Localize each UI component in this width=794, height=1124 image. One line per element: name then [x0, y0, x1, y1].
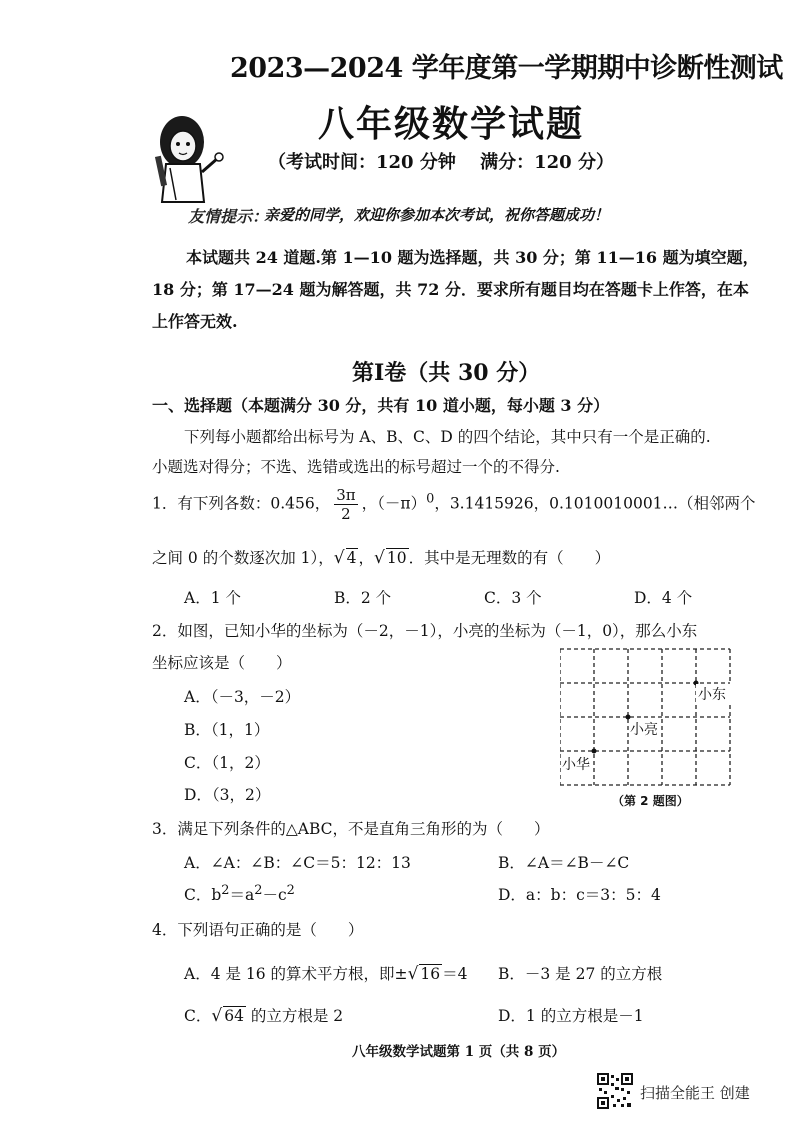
q1-mid: ，（－π） [361, 494, 427, 513]
q4-c-post: 的立方根是 2 [245, 1007, 344, 1025]
coordinate-grid [560, 647, 736, 809]
q3-option-a: A．∠A：∠B：∠C＝5：12：13 [184, 854, 411, 872]
q3-c-mid2: －c [262, 886, 287, 905]
exam-info: （考试时间：120 分钟 满分：120 分） [268, 152, 614, 173]
q1-option-b: B．2 个 [334, 589, 392, 607]
q3-c-sup2: 2 [254, 883, 263, 898]
q3-c-mid: ＝a [229, 886, 255, 905]
q4-c-radicand: 64 [224, 1007, 244, 1025]
q1-radicand-1: 4 [346, 549, 357, 567]
q1-line2a: 之间 0 的个数逐次加 1）， [152, 549, 334, 567]
label-xiaohua: 小华 [562, 757, 590, 773]
q4-option-c [184, 1004, 343, 1026]
point-xiaohua [592, 749, 597, 754]
q1-rest: ，3.1415926，0.1010010001…（相邻两个 [434, 494, 756, 513]
sqrt-icon: √ [374, 548, 385, 568]
q2-option-d: D．（3，2） [184, 786, 271, 804]
intro-line-3: 上作答无效. [152, 312, 238, 331]
exam-title: 2023—2024 学年度第一学期期中诊断性测试 [230, 53, 783, 84]
friendly-tip-label: 友情提示： [188, 207, 269, 226]
label-xiaodong: 小东 [698, 687, 726, 703]
scanner-watermark: 扫描全能王 创建 [640, 1084, 750, 1102]
q2-figure-caption: （第 2 题图） [612, 794, 689, 808]
question-4-stem: 4．下列语句正确的是（ ） [152, 921, 364, 939]
q4-option-a [184, 962, 468, 984]
q3-option-b: B．∠A＝∠B－∠C [498, 854, 630, 872]
q4-option-b: B．－3 是 27 的立方根 [498, 965, 663, 983]
q1-exponent: 0 [426, 491, 435, 507]
label-xiaoliang: 小亮 [630, 722, 658, 738]
question-2-line-1: 2．如图，已知小华的坐标为（－2，－1），小亮的坐标为（－1，0），那么小东 [152, 622, 698, 640]
intro-line-2: 18 分；第 17—24 题为解答题，共 72 分．要求所有题目均在答题卡上作答，在本 [152, 280, 749, 299]
question-3-stem: 3．满足下列条件的△ABC，不是直角三角形的为（ ） [152, 820, 550, 838]
q2-grid-figure [560, 647, 736, 813]
q1-option-d: D．4 个 [634, 589, 693, 607]
q1-option-c: C．3 个 [484, 589, 542, 607]
q1-prefix: 1．有下列各数：0.456， [152, 494, 331, 513]
q1-option-a: A．1 个 [184, 589, 241, 607]
sqrt-icon: √ [211, 1006, 223, 1026]
point-xiaoliang [626, 715, 631, 720]
section-title: 第Ⅰ卷（共 30 分） [352, 360, 541, 386]
q3-option-d: D．a：b：c＝3：5：4 [498, 886, 661, 904]
sqrt-icon: √ [407, 964, 419, 984]
q4-a-radicand: 16 [420, 965, 441, 983]
mascot-illustration [152, 112, 226, 206]
sqrt-icon: √ [333, 548, 345, 568]
intro-line-1: 本试题共 24 道题.第 1—10 题为选择题，共 30 分；第 11—16 题为填空题， [186, 248, 759, 267]
q1-sep: ， [358, 549, 374, 567]
paper-title: 八年级数学试题 [318, 103, 585, 145]
q3-c-sup1: 2 [221, 883, 230, 898]
q2-option-a: A．（－3，－2） [184, 688, 301, 706]
question-1-line-1 [152, 486, 756, 523]
q2-option-c: C．（1，2） [184, 754, 270, 772]
q4-a-post: ＝4 [442, 965, 468, 983]
q3-option-c [184, 883, 295, 905]
q1-frac-den: 2 [341, 505, 351, 523]
qr-code-icon [597, 1073, 633, 1109]
friendly-tip-text: 亲爱的同学，欢迎你参加本次考试，祝你答题成功！ [264, 206, 610, 224]
page-footer: 八年级数学试题第 1 页（共 8 页） [352, 1044, 566, 1060]
q3-c-sup3: 2 [286, 883, 295, 898]
q1-frac-num: 3π [336, 486, 356, 504]
question-1-line-2 [152, 546, 610, 568]
q2-option-b: B．（1，1） [184, 721, 270, 739]
q1-fraction [334, 486, 357, 523]
q4-c-pre: C． [184, 1007, 212, 1025]
question-2-line-2: 坐标应该是（ ） [152, 654, 292, 672]
instruction-line-2: 小题选对得分；不选、选错或选出的标号超过一个的不得分. [152, 458, 560, 476]
q3-c-pre: C．b [184, 886, 222, 905]
q4-option-d: D．1 的立方根是－1 [498, 1007, 644, 1025]
part-heading: 一、选择题（本题满分 30 分，共有 10 道小题，每小题 3 分） [152, 396, 610, 415]
q4-a-pre: A．4 是 16 的算术平方根，即± [184, 965, 408, 983]
q1-radicand-2: 10 [386, 549, 407, 567]
instruction-line-1: 下列每小题都给出标号为 A、B、C、D 的四个结论，其中只有一个是正确的. [184, 428, 711, 446]
q1-line2b: ．其中是无理数的有（ ） [408, 549, 611, 567]
